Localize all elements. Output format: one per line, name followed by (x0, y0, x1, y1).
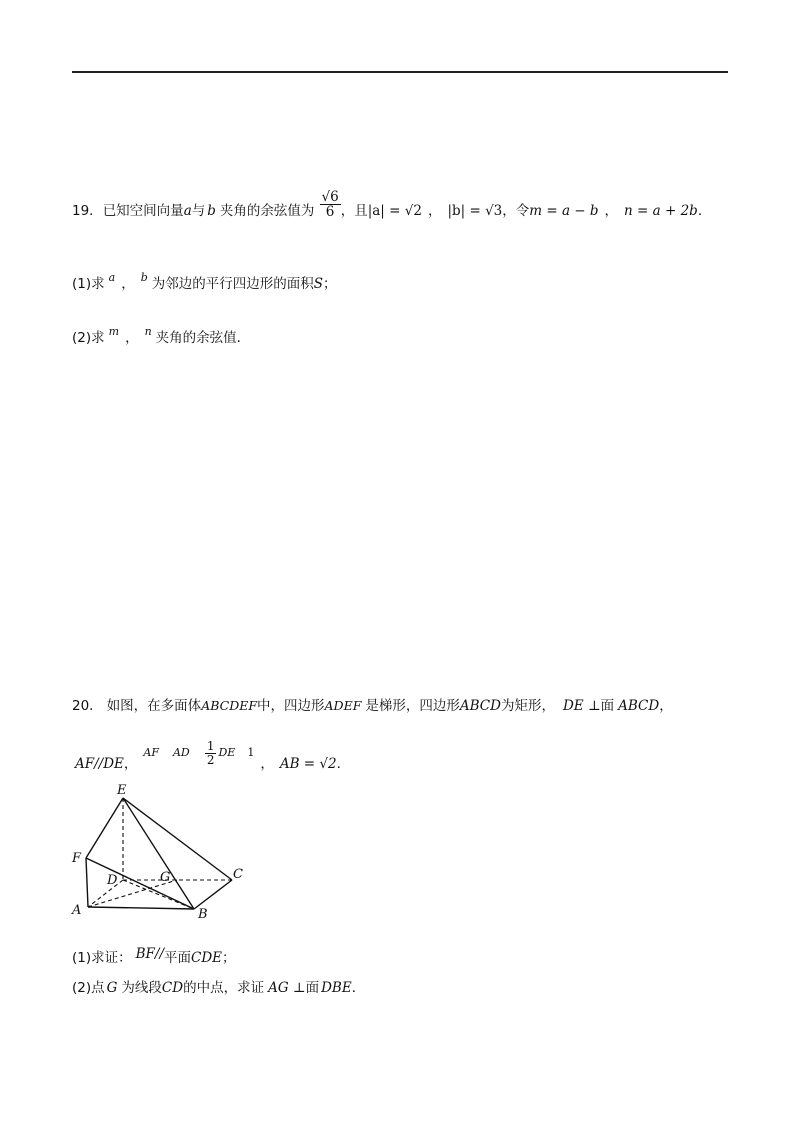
separator: ， (427, 203, 442, 220)
part-label: (1)求 (72, 276, 105, 292)
stem-text: 如图，在多面体 (106, 698, 202, 714)
part-text: 为邻边的平行四边形的面积 (151, 276, 314, 292)
part-label: (2)求 (72, 330, 105, 346)
vector-a: a (108, 271, 116, 284)
part-text: ； (222, 950, 236, 966)
question-20-stem-line-1 (72, 694, 673, 714)
quadrilateral-adef: ADEF (324, 698, 362, 713)
label-c: C (233, 867, 243, 882)
point-g: G (106, 980, 118, 996)
question-19-stem (72, 189, 712, 236)
parallel-expr: BF// (135, 946, 165, 962)
label-a: A (72, 903, 82, 918)
part-text: ． (351, 980, 366, 996)
perpendicular-expr: AG ⊥ (268, 980, 306, 996)
separator: ， (260, 755, 274, 772)
fraction-numerator: √6 (321, 189, 339, 205)
label-f: F (72, 851, 82, 866)
part-text: 面 (305, 980, 320, 996)
vector-a: a (183, 203, 192, 220)
parallel-expr: AF//DE (75, 755, 124, 772)
fraction-numerator: 1 (206, 739, 215, 753)
edge-ef (86, 798, 123, 858)
cosine-fraction (320, 190, 341, 219)
question-19-part-1 (72, 272, 336, 292)
norm-a: |a| = √2 (367, 203, 422, 220)
label-g: G (160, 870, 171, 885)
plane-cde: CDE (191, 950, 223, 966)
vector-b: b (140, 271, 148, 284)
perpendicular-expr: DE ⊥ (562, 698, 601, 714)
stem-text: 已知空间向量 (102, 203, 184, 220)
part-label: (1)求证： (72, 950, 132, 966)
stem-text: ，且 (340, 203, 368, 220)
segment-cd: CD (161, 980, 184, 996)
part-label: (2)点 (72, 980, 105, 996)
question-20-part-2 (72, 976, 365, 996)
separator: ， (121, 276, 135, 292)
area-symbol: S (313, 276, 323, 292)
stem-text: 为矩形， (500, 698, 555, 714)
question-20-part-1 (72, 946, 236, 966)
eq-ad: AD (172, 745, 190, 759)
label-e: E (117, 783, 127, 798)
fraction-denominator: 6 (325, 204, 335, 221)
header-rule (72, 71, 728, 73)
eq-one: 1 (247, 745, 255, 759)
eq-af: AF (143, 745, 159, 759)
stem-text: 是梯形，四边形 (365, 698, 460, 714)
stem-text: ． (697, 203, 712, 220)
polyhedron-name: ABCDEF (201, 698, 258, 713)
part-text: 为线段 (121, 980, 162, 996)
plane-dbe: DBE (321, 980, 352, 996)
plane-abcd: ABCD (618, 698, 660, 714)
m-definition: m = a − b (529, 203, 599, 220)
edge-bc (194, 880, 232, 909)
half-fraction (205, 740, 217, 766)
part-text: 夹角的余弦值． (155, 330, 251, 346)
vector-n: n (144, 325, 152, 338)
vector-b: b (207, 203, 216, 220)
label-d: D (107, 873, 118, 888)
eq-de: DE (218, 745, 236, 759)
question-number: 19． (72, 203, 103, 220)
part-text: ； (322, 276, 337, 292)
question-20-stem-line-2 (75, 736, 350, 770)
stem-text: 夹角的余弦值为 (219, 203, 315, 220)
stem-text: ． (336, 755, 351, 772)
edge-da-hidden (88, 880, 123, 907)
separator: ， (123, 755, 138, 772)
quadrilateral-abcd: ABCD (459, 698, 501, 714)
stem-text: 与 (191, 203, 206, 220)
stem-text: 中，四边形 (257, 698, 325, 714)
edge-db-hidden (123, 880, 194, 909)
polyhedron-figure (66, 780, 256, 925)
stem-text: 面 (600, 698, 615, 714)
ab-equation: AB = √2 (279, 755, 337, 772)
edge-fa (86, 858, 88, 907)
question-number: 20． (72, 698, 103, 714)
question-19-part-2 (72, 326, 250, 346)
n-definition: n = a + 2b (624, 203, 698, 220)
edge-ab (88, 907, 194, 909)
part-text: 的中点，求证 (183, 980, 265, 996)
stem-text: ，令 (502, 203, 530, 220)
fraction-denominator: 2 (206, 752, 215, 767)
separator: ， (125, 330, 139, 346)
stem-text: ， (659, 698, 673, 714)
separator: ， (604, 203, 619, 220)
vector-m: m (108, 325, 120, 338)
label-b: B (198, 907, 208, 922)
part-text: 平面 (164, 950, 192, 966)
edge-ec (123, 798, 232, 880)
norm-b: |b| = √3 (447, 203, 503, 220)
